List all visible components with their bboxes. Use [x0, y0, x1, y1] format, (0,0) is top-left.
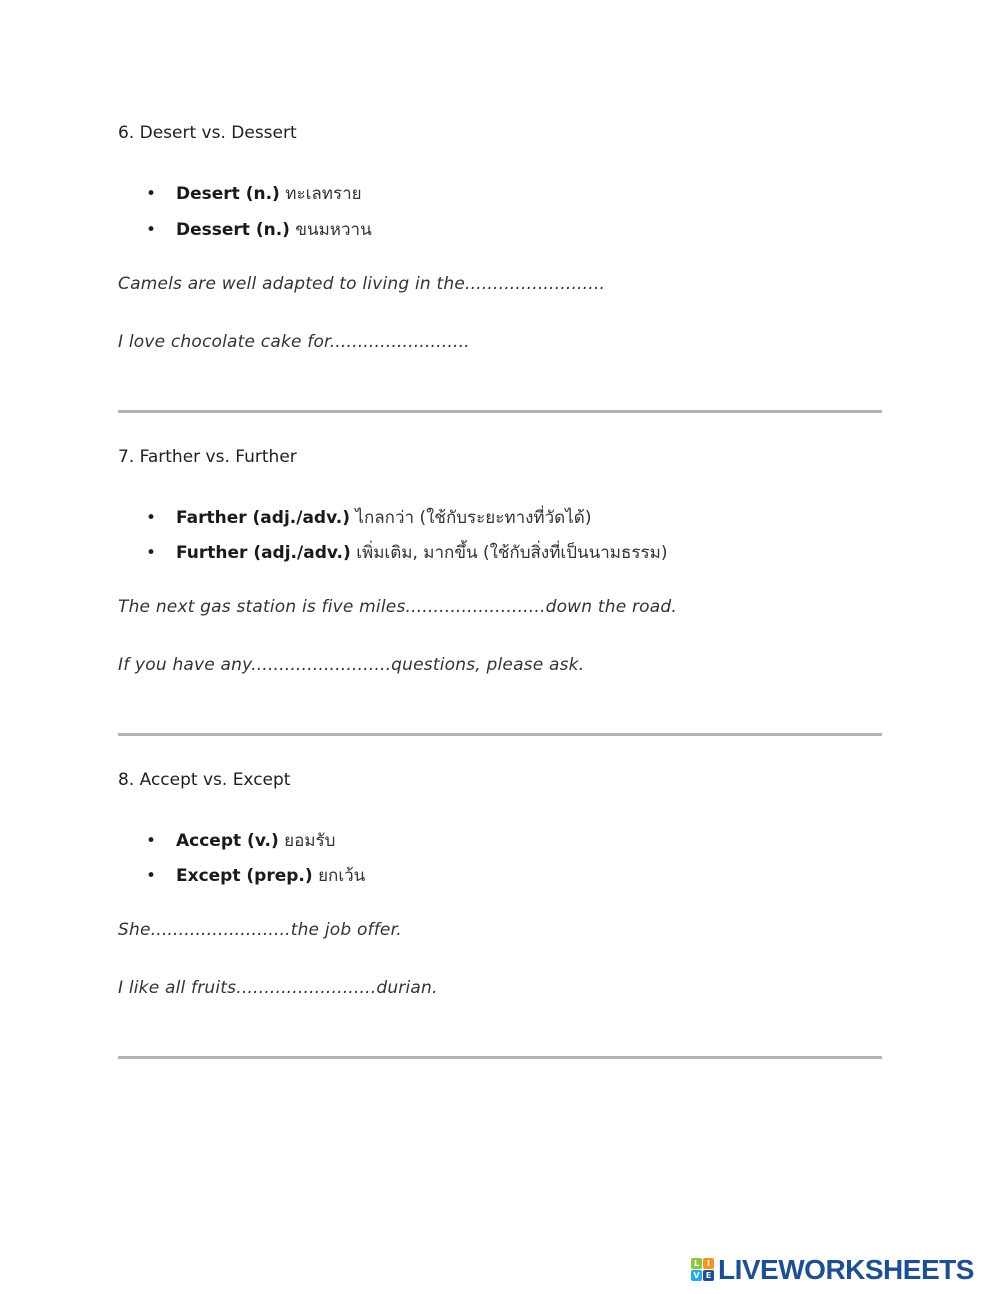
thai-translation: เพิ่มเติม, มากขึ้น (ใช้กับสิ่งที่เป็นนามธรรม) — [356, 543, 668, 563]
logo-tile-e: E — [703, 1270, 714, 1281]
divider — [118, 733, 882, 736]
fill-in-sentence[interactable]: Camels are well adapted to living in the......................... — [118, 274, 606, 294]
divider — [118, 1056, 882, 1059]
thai-translation: ทะเลทราย — [285, 184, 362, 204]
logo-mark-icon — [691, 1258, 715, 1282]
bullet-icon: • — [146, 831, 157, 851]
bullet-icon: • — [146, 184, 157, 204]
term: Dessert (n.) — [176, 220, 290, 240]
list-item — [146, 216, 372, 243]
term: Farther (adj./adv.) — [176, 508, 351, 528]
fill-in-sentence[interactable]: I love chocolate cake for......................... — [118, 332, 470, 352]
bullet-icon: • — [146, 543, 157, 563]
list-item — [146, 827, 335, 854]
thai-translation: ไกลกว่า (ใช้กับระยะทางที่วัดได้) — [355, 508, 592, 528]
list-item — [146, 180, 362, 207]
term: Further (adj./adv.) — [176, 543, 351, 563]
fill-in-sentence[interactable]: I like all fruits.........................durian. — [118, 978, 438, 998]
thai-translation: ยอมรับ — [284, 831, 336, 851]
term: Accept (v.) — [176, 831, 279, 851]
bullet-icon: • — [146, 866, 157, 886]
bullet-icon: • — [146, 508, 157, 528]
liveworksheets-logo[interactable] — [691, 1256, 974, 1284]
section-heading: 6. Desert vs. Dessert — [118, 123, 297, 143]
thai-translation: ขนมหวาน — [295, 220, 372, 240]
term: Except (prep.) — [176, 866, 313, 886]
fill-in-sentence[interactable]: She.........................the job offer. — [118, 920, 402, 940]
logo-text: LIVEWORKSHEETS — [718, 1254, 974, 1285]
fill-in-sentence[interactable]: The next gas station is five miles.........................down the road. — [118, 597, 677, 617]
section-heading: 7. Farther vs. Further — [118, 447, 297, 467]
list-item — [146, 862, 365, 889]
logo-tile-l: L — [691, 1258, 702, 1269]
thai-translation: ยกเว้น — [318, 866, 366, 886]
list-item — [146, 504, 591, 531]
logo-tile-i: I — [703, 1258, 714, 1269]
logo-tile-v: V — [691, 1270, 702, 1281]
bullet-icon: • — [146, 220, 157, 240]
fill-in-sentence[interactable]: If you have any.........................questions, please ask. — [118, 655, 585, 675]
list-item — [146, 539, 667, 566]
term: Desert (n.) — [176, 184, 280, 204]
section-heading: 8. Accept vs. Except — [118, 770, 291, 790]
divider — [118, 410, 882, 413]
